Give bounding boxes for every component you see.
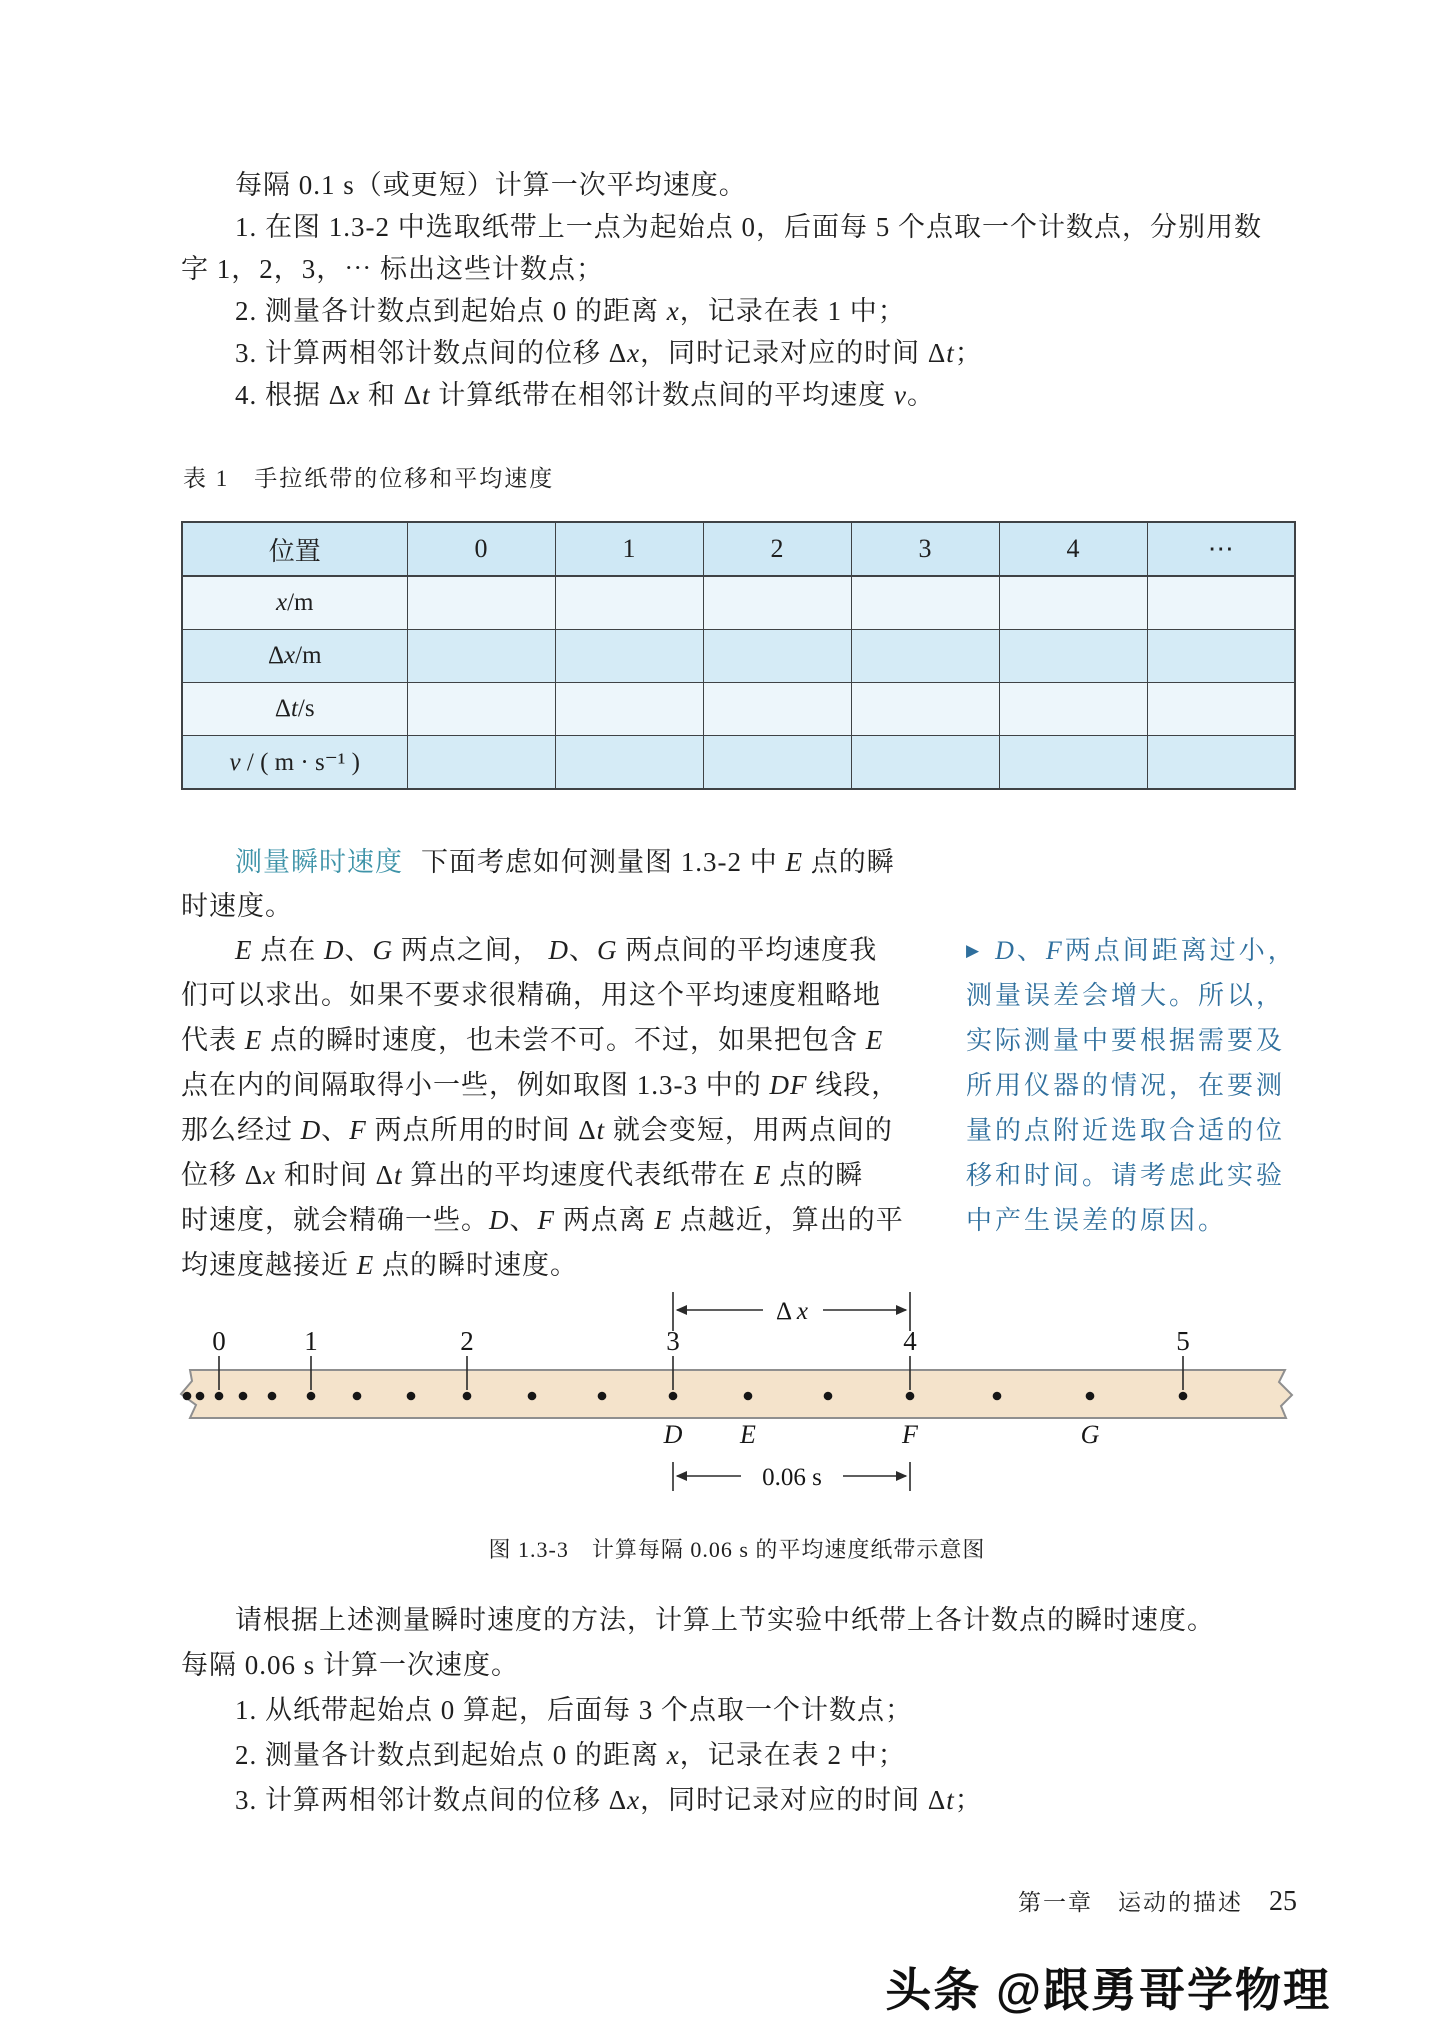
heading-wrap-line: 时速度。 xyxy=(181,891,293,921)
tape-dot xyxy=(268,1392,277,1401)
tape-dot xyxy=(906,1392,915,1401)
row-label-cell: v / ( m · s⁻¹ ) xyxy=(182,736,407,790)
tape-dot xyxy=(215,1392,224,1401)
table1 xyxy=(181,521,1296,790)
tape-dot xyxy=(598,1392,607,1401)
table-cell xyxy=(851,683,999,736)
margin-note-line: 所用仪器的情况，在要测 xyxy=(966,1071,1286,1100)
table-cell xyxy=(407,630,555,683)
table-cell xyxy=(555,683,703,736)
tape-dot xyxy=(196,1392,205,1401)
table-cell xyxy=(999,576,1147,630)
table-header-cell: 位置 xyxy=(182,522,407,576)
text-line: 1. 从纸带起始点 0 算起，后面每 3 个点取一个计数点； xyxy=(235,1695,913,1725)
text-line: 2. 测量各计数点到起始点 0 的距离 x，记录在表 1 中； xyxy=(235,296,906,326)
tape-dot xyxy=(824,1392,833,1401)
count-point-label: 4 xyxy=(903,1326,917,1356)
tape-point-label: G xyxy=(1080,1420,1100,1449)
margin-note-line: 实际测量中要根据需要及 xyxy=(966,1026,1286,1055)
dx-label: Δ x xyxy=(775,1298,809,1325)
count-point-label: 5 xyxy=(1176,1326,1190,1356)
table-row xyxy=(182,683,1295,736)
tape-point-label: D xyxy=(663,1420,683,1449)
row-label-cell: Δt/s xyxy=(182,683,407,736)
tape-dot xyxy=(353,1392,362,1401)
table-cell xyxy=(555,736,703,790)
table-cell xyxy=(407,683,555,736)
pointer-icon: ▶ xyxy=(966,941,980,960)
paper-tape xyxy=(181,1370,1292,1418)
table-cell xyxy=(703,683,851,736)
table-row xyxy=(182,736,1295,790)
table-header-cell: 1 xyxy=(555,522,703,576)
text-line: 3. 计算两相邻计数点间的位移 Δx，同时记录对应的时间 Δt； xyxy=(235,338,983,368)
text-line: 代表 E 点的瞬时速度，也未尝不可。不过，如果把包含 E xyxy=(181,1025,884,1055)
table-cell xyxy=(407,736,555,790)
margin-note-line: ▶ D、F两点间距离过小， xyxy=(966,936,1297,965)
count-point-label: 1 xyxy=(304,1326,318,1356)
tape-dot xyxy=(239,1392,248,1401)
tape-dot xyxy=(307,1392,316,1401)
table-header-cell: 0 xyxy=(407,522,555,576)
tape-dot xyxy=(744,1392,753,1401)
tape-point-label: F xyxy=(902,1420,918,1449)
text-line: 均速度越接近 E 点的瞬时速度。 xyxy=(181,1250,578,1280)
watermark: 头条 @跟勇哥学物理 xyxy=(885,1964,1331,2016)
table-header-cell: ⋯ xyxy=(1147,522,1295,576)
text-line: 1. 在图 1.3-2 中选取纸带上一点为起始点 0，后面每 5 个点取一个计数点，分别用数 xyxy=(235,212,1262,242)
table-cell xyxy=(555,576,703,630)
count-point-label: 2 xyxy=(460,1326,474,1356)
table-cell xyxy=(851,630,999,683)
row-label-cell: x/m xyxy=(182,576,407,630)
table-cell xyxy=(851,576,999,630)
tape-dot xyxy=(407,1392,416,1401)
tape-dot xyxy=(183,1392,192,1401)
count-point-label: 3 xyxy=(666,1326,680,1356)
table-cell xyxy=(1147,736,1295,790)
row-label-cell: Δx/m xyxy=(182,630,407,683)
margin-note xyxy=(966,928,1298,1258)
text-line: 每隔 0.1 s（或更短）计算一次平均速度。 xyxy=(235,170,747,200)
table-cell xyxy=(703,736,851,790)
page-number: 25 xyxy=(1269,1886,1297,1917)
heading-rest-text: 下面考虑如何测量图 1.3-2 中 E 点的瞬 xyxy=(421,847,895,877)
text-line: 请根据上述测量瞬时速度的方法，计算上节实验中纸带上各计数点的瞬时速度。 xyxy=(235,1605,1215,1635)
tape-dot xyxy=(1179,1392,1188,1401)
table-cell xyxy=(1147,576,1295,630)
text-line: 2. 测量各计数点到起始点 0 的距离 x，记录在表 2 中； xyxy=(235,1740,906,1770)
tape-dot xyxy=(1086,1392,1095,1401)
subsection-heading-line xyxy=(235,840,895,884)
table-cell xyxy=(999,736,1147,790)
count-point-label: 0 xyxy=(212,1326,226,1356)
margin-note-line: 中产生误差的原因。 xyxy=(966,1206,1228,1235)
text-line: 点在内的间隔取得小一些，例如取图 1.3-3 中的 DF 线段， xyxy=(181,1070,900,1100)
table-cell xyxy=(407,576,555,630)
table-cell xyxy=(703,576,851,630)
time-label: 0.06 s xyxy=(762,1464,822,1491)
chapter-title: 第一章 运动的描述 xyxy=(1018,1890,1243,1915)
table-row xyxy=(182,576,1295,630)
tape-dot xyxy=(463,1392,472,1401)
text-line: 4. 根据 Δx 和 Δt 计算纸带在相邻计数点间的平均速度 v。 xyxy=(235,380,935,410)
tape-dot xyxy=(669,1392,678,1401)
margin-note-line: 移和时间。请考虑此实验 xyxy=(966,1161,1286,1190)
tape-dot xyxy=(993,1392,1002,1401)
tape-dot xyxy=(528,1392,537,1401)
table-row xyxy=(182,630,1295,683)
tape-figure xyxy=(0,1270,1451,1570)
text-line: 字 1，2，3，⋯ 标出这些计数点； xyxy=(181,254,604,284)
table-cell xyxy=(999,630,1147,683)
text-line: 位移 Δx 和时间 Δt 算出的平均速度代表纸带在 E 点的瞬 xyxy=(181,1160,864,1190)
text-line: 3. 计算两相邻计数点间的位移 Δx，同时记录对应的时间 Δt； xyxy=(235,1785,983,1815)
page-footer xyxy=(1018,1884,1297,1918)
table-cell xyxy=(703,630,851,683)
table-cell xyxy=(999,683,1147,736)
table1-title: 表 1 手拉纸带的位移和平均速度 xyxy=(183,466,555,491)
table-cell xyxy=(555,630,703,683)
text-line: E 点在 D、G 两点之间， D、G 两点间的平均速度我 xyxy=(235,935,878,965)
tape-point-label: E xyxy=(740,1420,756,1449)
text-line: 那么经过 D、F 两点所用的时间 Δt 就会变短，用两点间的 xyxy=(181,1115,893,1145)
margin-note-line: 量的点附近选取合适的位 xyxy=(966,1116,1286,1145)
margin-note-line: 测量误差会增大。所以， xyxy=(966,981,1286,1010)
table-cell xyxy=(1147,630,1295,683)
table-header-cell: 4 xyxy=(999,522,1147,576)
subsection-heading: 测量瞬时速度 xyxy=(235,847,403,877)
text-line: 时速度，就会精确一些。D、F 两点离 E 点越近，算出的平 xyxy=(181,1205,904,1235)
figure-caption: 图 1.3-3 计算每隔 0.06 s 的平均速度纸带示意图 xyxy=(488,1537,986,1562)
text-line: 们可以求出。如果不要求很精确，用这个平均速度粗略地 xyxy=(181,980,881,1010)
table-header-cell: 3 xyxy=(851,522,999,576)
text-line: 每隔 0.06 s 计算一次速度。 xyxy=(181,1650,520,1680)
table-header-cell: 2 xyxy=(703,522,851,576)
table-cell xyxy=(851,736,999,790)
table-cell xyxy=(1147,683,1295,736)
